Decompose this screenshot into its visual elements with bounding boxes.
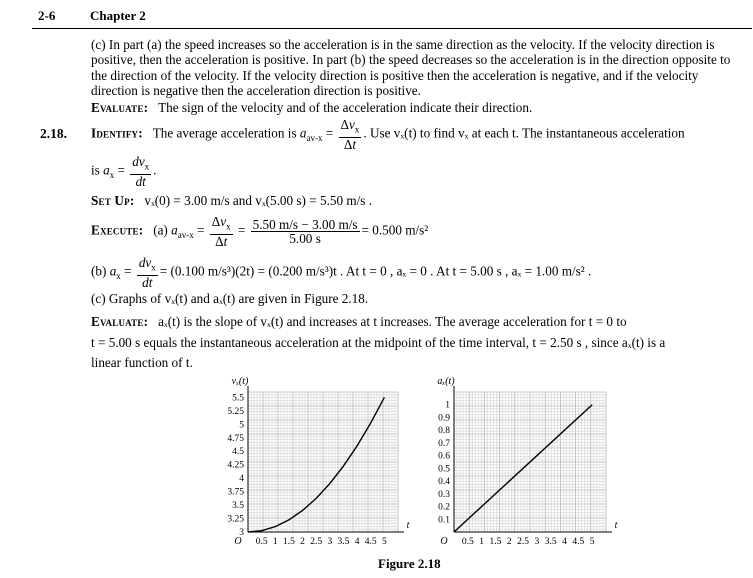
velocity-chart-y-tick-label: 4.25	[227, 460, 244, 471]
numeric-numerator: 5.50 m/s − 3.00 m/s	[252, 216, 358, 232]
velocity-chart-x-tick-label: 3.5	[337, 537, 350, 547]
problem-number: 2.18.	[40, 126, 67, 141]
evaluate-text-1: aₓ(t) is the slope of vₓ(t) and increases at t increases. The average acceleration for t = 0 to	[158, 314, 627, 329]
acceleration-chart-x-tick-label: 3.5	[544, 537, 557, 547]
velocity-chart-y-tick-label: 4.5	[232, 447, 244, 458]
setup-text: vₓ(0) = 3.00 m/s and vₓ(5.00 s) = 5.50 m/s .	[144, 193, 372, 208]
acceleration-chart-x-tick-label: 2.5	[517, 537, 530, 547]
velocity-chart-origin-label: O	[234, 536, 242, 547]
velocity-chart-x-axis-label: t	[406, 520, 410, 531]
previous-part-c-text: (c) In part (a) the speed increases so the acceleration is in the same direction as the velocity. If the velocity direction is positive, then the acceleration is positive. In part (b) the speed decreases so the acceleration is in the direction opposite to the direction of the velocity. If the velocity direction is positive then the acceleration is negative, and if the velocity direction is negative then the acceleration direction is positive.	[91, 37, 731, 98]
acceleration-chart-y-tick-label: 0.6	[438, 451, 450, 462]
delta-v-over-delta-t: $\frac{\Delta v_x}{\Delta t}$	[211, 214, 231, 249]
identify-label: Identify:	[91, 125, 143, 141]
previous-evaluate	[91, 100, 532, 116]
velocity-chart-x-tick-label: 2	[300, 537, 305, 547]
acceleration-chart-x-tick-label: 0.5	[461, 537, 474, 547]
page-number: 2-6	[38, 8, 56, 23]
acceleration-chart-y-tick-label: 0.1	[438, 515, 450, 526]
acceleration-chart-x-tick-label: 1	[479, 537, 485, 547]
acceleration-chart-x-tick-label: 3	[534, 537, 540, 547]
evaluate-text-3: linear function of t.	[91, 355, 193, 370]
acceleration-chart-x-tick-label: 5	[589, 537, 595, 547]
acceleration-chart-y-tick-label: 0.8	[438, 426, 450, 437]
previous-part-c	[91, 37, 731, 98]
velocity-chart-y-tick-label: 5	[239, 420, 244, 431]
acceleration-chart-series-line	[454, 405, 592, 532]
identify-text-2: . Use vₓ(t) to find vₓ at each t. The instantaneous acceleration	[363, 125, 685, 141]
velocity-chart-x-tick-label: 5	[381, 537, 387, 547]
instantaneous-accel-line: is $a_x$ = $\frac{dv_x}{dt}$ .	[91, 154, 157, 189]
velocity-chart-y-tick-label: 3.75	[227, 487, 244, 498]
figure-caption: Figure 2.18	[378, 556, 441, 571]
velocity-chart-y-tick-label: 5.25	[227, 406, 244, 417]
execute-line: Execute: (a) $a_{av-x}$ = $\frac{\Delta v_x}{\Delta t}$ = $\frac{5.50 m/s - 3.00 m/s}{5.00 s}$ = 0.500 m/s²	[91, 214, 429, 249]
acceleration-chart	[414, 372, 634, 554]
acceleration-chart-x-tick-label: 4	[562, 537, 567, 547]
part-c-text: (c) Graphs of vₓ(t) and aₓ(t) are given in Figure 2.18.	[91, 291, 369, 306]
velocity-chart-x-tick-label: 4.5	[364, 537, 377, 547]
acceleration-chart-x-tick-label: 2	[506, 537, 512, 547]
acceleration-chart-y-tick-label: 0.9	[438, 413, 450, 424]
evaluate-line-1	[91, 314, 627, 330]
acceleration-chart-y-tick-label: 0.2	[438, 502, 450, 513]
acceleration-chart-y-tick-label: 0.5	[438, 464, 450, 475]
previous-evaluate-label: Evaluate:	[91, 100, 149, 115]
acceleration-chart-y-tick-label: 1	[445, 400, 450, 411]
acceleration-chart-x-tick-label: 4.5	[572, 537, 585, 547]
acceleration-chart-y-tick-label: 0.4	[438, 477, 450, 488]
part-b-fraction: $\frac{dv_x}{dt}$	[138, 255, 156, 290]
is-text: is	[91, 162, 100, 178]
velocity-chart-x-tick-label: 2.5	[310, 537, 323, 547]
part-b-line: (b) $a_x$ = $\frac{dv_x}{dt}$ = (0.100 m/s³)(2t) = (0.200 m/s³)t . At t = 0 , aₓ = 0 . At t = 5.00 s , aₓ = 1.00 m/s² .	[91, 255, 592, 290]
avg-accel-fraction: $\frac{\Delta v_x}{\Delta t}$	[340, 117, 360, 152]
velocity-chart-x-tick-label: 1.5	[282, 537, 295, 547]
identify-text: The average acceleration is	[152, 125, 297, 141]
acceleration-chart-y-axis-label: aₓ(t)	[437, 376, 455, 387]
numeric-denominator: 5.00 s	[289, 230, 321, 246]
acceleration-chart-y-tick-label: 0.3	[438, 489, 450, 500]
chapter-title: Chapter 2	[90, 8, 146, 23]
evaluate-line-2	[91, 335, 665, 351]
part-b-label: (b)	[91, 263, 107, 279]
velocity-chart-y-tick-label: 5.5	[232, 393, 244, 404]
numeric-fraction	[251, 218, 360, 245]
setup-label: Set Up:	[91, 193, 135, 208]
velocity-chart	[200, 372, 420, 554]
velocity-chart-y-tick-label: 4	[239, 474, 244, 485]
setup-line	[91, 193, 372, 209]
velocity-chart-y-axis-label: vₓ(t)	[231, 376, 249, 387]
evaluate-label: Evaluate:	[91, 314, 149, 329]
velocity-chart-x-tick-label: 4	[354, 537, 360, 547]
acceleration-chart-y-tick-label: 0.7	[438, 438, 450, 449]
velocity-chart-x-tick-label: 1	[272, 537, 278, 547]
previous-evaluate-text: The sign of the velocity and of the acceleration indicate their direction.	[158, 100, 533, 115]
page-header	[32, 8, 752, 29]
velocity-chart-x-tick-label: 3	[327, 537, 333, 547]
part-b-text: = (0.100 m/s³)(2t) = (0.200 m/s³)t . At t = 0 , aₓ = 0 . At t = 5.00 s , aₓ = 1.00 m/s² .	[159, 263, 592, 279]
evaluate-text-2: t = 5.00 s equals the instantaneous acceleration at the midpoint of the time interval, t = 2.50 s , since aₓ(t) is a	[91, 335, 666, 350]
execute-label: Execute:	[91, 222, 144, 238]
velocity-chart-y-tick-label: 3	[239, 528, 244, 538]
acceleration-chart-x-tick-label: 1.5	[489, 537, 502, 547]
velocity-chart-y-tick-label: 3.25	[227, 514, 244, 525]
execute-a-result: = 0.500 m/s²	[361, 222, 429, 238]
part-c-line	[91, 291, 368, 307]
velocity-chart-y-tick-label: 3.5	[232, 501, 244, 512]
acceleration-chart-x-axis-label: t	[614, 520, 618, 531]
velocity-chart-y-tick-label: 4.75	[227, 433, 244, 444]
acceleration-chart-origin-label: O	[440, 536, 448, 547]
identify-line: Identify: The average acceleration is $a_{av-x}$ = $\frac{\Delta v_x}{\Delta t}$ . Use vₓ(t) to find vₓ at each t. The instantaneous acceleration	[91, 117, 685, 152]
velocity-chart-x-tick-label: 0.5	[255, 537, 268, 547]
dv-dt-fraction: $\frac{dv_x}{dt}$	[132, 154, 150, 189]
evaluate-line-3	[91, 355, 193, 371]
execute-part-a: (a)	[153, 222, 168, 238]
